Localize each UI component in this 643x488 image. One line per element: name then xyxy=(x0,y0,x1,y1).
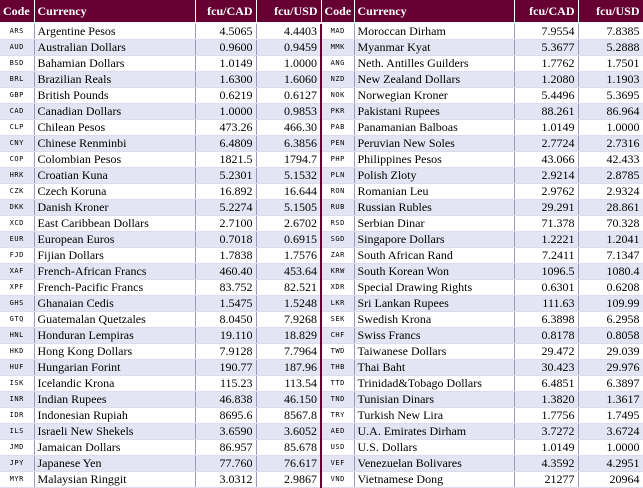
currency-name: Hungarian Forint xyxy=(34,360,195,376)
currency-name: Sri Lankan Rupees xyxy=(354,296,514,312)
table-row xyxy=(0,376,643,392)
rate-fcu-usd: 2.7316 xyxy=(578,136,643,152)
rate-fcu-usd: 2.8785 xyxy=(578,168,643,184)
currency-name: Vietnamese Dong xyxy=(354,472,514,488)
rate-fcu-cad: 6.4851 xyxy=(514,376,578,392)
currency-name: Norwegian Kroner xyxy=(354,88,514,104)
rate-fcu-cad: 16.892 xyxy=(195,184,256,200)
rate-fcu-cad: 460.40 xyxy=(195,264,256,280)
rate-fcu-usd: 2.9867 xyxy=(256,472,321,488)
table-row xyxy=(0,248,643,264)
table-row xyxy=(0,136,643,152)
currency-code: USD xyxy=(321,440,354,456)
table-row xyxy=(0,456,643,472)
table-row xyxy=(0,328,643,344)
rate-fcu-cad: 29.472 xyxy=(514,344,578,360)
rate-fcu-cad: 0.7018 xyxy=(195,232,256,248)
table-row xyxy=(0,152,643,168)
rate-fcu-cad: 0.6219 xyxy=(195,88,256,104)
currency-code: AUD xyxy=(0,40,34,56)
rate-fcu-cad: 0.6301 xyxy=(514,280,578,296)
rate-fcu-cad: 111.63 xyxy=(514,296,578,312)
rate-fcu-cad: 1096.5 xyxy=(514,264,578,280)
table-row xyxy=(0,40,643,56)
currency-name: Special Drawing Rights xyxy=(354,280,514,296)
rate-fcu-usd: 18.829 xyxy=(256,328,321,344)
table-row xyxy=(0,168,643,184)
rate-fcu-usd: 0.9459 xyxy=(256,40,321,56)
table-row xyxy=(0,72,643,88)
rate-fcu-usd: 1.3617 xyxy=(578,392,643,408)
currency-code: LKR xyxy=(321,296,354,312)
rate-fcu-usd: 82.521 xyxy=(256,280,321,296)
table-row xyxy=(0,264,643,280)
currency-name: New Zealand Dollars xyxy=(354,72,514,88)
currency-code: BSD xyxy=(0,56,34,72)
currency-code: GHS xyxy=(0,296,34,312)
rate-fcu-usd: 113.54 xyxy=(256,376,321,392)
rate-fcu-cad: 29.291 xyxy=(514,200,578,216)
table-row xyxy=(0,120,643,136)
table-row xyxy=(0,23,643,40)
currency-name: Pakistani Rupees xyxy=(354,104,514,120)
rate-fcu-cad: 86.957 xyxy=(195,440,256,456)
rate-fcu-usd: 46.150 xyxy=(256,392,321,408)
rate-fcu-usd: 7.1347 xyxy=(578,248,643,264)
currency-code: IDR xyxy=(0,408,34,424)
currency-code: VND xyxy=(321,472,354,488)
rate-fcu-cad: 115.23 xyxy=(195,376,256,392)
currency-code: CLP xyxy=(0,120,34,136)
header-currency: Currency xyxy=(354,0,514,23)
rate-fcu-usd: 1.5248 xyxy=(256,296,321,312)
table-row xyxy=(0,200,643,216)
currency-code: ISK xyxy=(0,376,34,392)
currency-name: French-Pacific Francs xyxy=(34,280,195,296)
rate-fcu-cad: 5.3677 xyxy=(514,40,578,56)
rate-fcu-cad: 1.2080 xyxy=(514,72,578,88)
rate-fcu-cad: 21277 xyxy=(514,472,578,488)
rate-fcu-cad: 1.2221 xyxy=(514,232,578,248)
rate-fcu-usd: 1.2041 xyxy=(578,232,643,248)
table-row xyxy=(0,344,643,360)
rate-fcu-usd: 3.6052 xyxy=(256,424,321,440)
currency-code: XCD xyxy=(0,216,34,232)
rate-fcu-cad: 43.066 xyxy=(514,152,578,168)
rate-fcu-usd: 7.8385 xyxy=(578,23,643,40)
currency-code: BRL xyxy=(0,72,34,88)
currency-name: Serbian Dinar xyxy=(354,216,514,232)
table-row xyxy=(0,360,643,376)
currency-name: Myanmar Kyat xyxy=(354,40,514,56)
rate-fcu-cad: 1.0149 xyxy=(514,440,578,456)
currency-code: MAD xyxy=(321,23,354,40)
rate-fcu-usd: 76.617 xyxy=(256,456,321,472)
rate-fcu-usd: 6.2958 xyxy=(578,312,643,328)
currency-code: GBP xyxy=(0,88,34,104)
rate-fcu-cad: 88.261 xyxy=(514,104,578,120)
rate-fcu-cad: 1.0149 xyxy=(195,56,256,72)
currency-name: Ghanaian Cedis xyxy=(34,296,195,312)
currency-code: KRW xyxy=(321,264,354,280)
currency-code: VEF xyxy=(321,456,354,472)
rate-fcu-cad: 3.0312 xyxy=(195,472,256,488)
currency-name: Swedish Krona xyxy=(354,312,514,328)
rate-fcu-cad: 6.4809 xyxy=(195,136,256,152)
rate-fcu-usd: 0.6127 xyxy=(256,88,321,104)
table-row xyxy=(0,216,643,232)
rate-fcu-cad: 7.9128 xyxy=(195,344,256,360)
currency-code: PAB xyxy=(321,120,354,136)
currency-name: Chinese Renminbi xyxy=(34,136,195,152)
table-header-row xyxy=(0,0,643,23)
currency-code: RON xyxy=(321,184,354,200)
rate-fcu-cad: 8695.6 xyxy=(195,408,256,424)
rate-fcu-usd: 7.7964 xyxy=(256,344,321,360)
rate-fcu-usd: 1.6060 xyxy=(256,72,321,88)
currency-code: ILS xyxy=(0,424,34,440)
rate-fcu-cad: 1.7756 xyxy=(514,408,578,424)
currency-code: GTQ xyxy=(0,312,34,328)
rate-fcu-cad: 3.7272 xyxy=(514,424,578,440)
currency-name: Romanian Leu xyxy=(354,184,514,200)
currency-name: Jamaican Dollars xyxy=(34,440,195,456)
rate-fcu-usd: 4.2951 xyxy=(578,456,643,472)
currency-name: Danish Kroner xyxy=(34,200,195,216)
table-row xyxy=(0,184,643,200)
currency-name: Neth. Antilles Guilders xyxy=(354,56,514,72)
table-body xyxy=(0,23,643,488)
rate-fcu-usd: 1.0000 xyxy=(578,440,643,456)
currency-name: Venezuelan Bolivares xyxy=(354,456,514,472)
rate-fcu-usd: 187.96 xyxy=(256,360,321,376)
currency-code: DKK xyxy=(0,200,34,216)
table-row xyxy=(0,312,643,328)
currency-name: British Pounds xyxy=(34,88,195,104)
currency-name: Honduran Lempiras xyxy=(34,328,195,344)
rate-fcu-cad: 473.26 xyxy=(195,120,256,136)
rate-fcu-cad: 2.7724 xyxy=(514,136,578,152)
currency-name: Croatian Kuna xyxy=(34,168,195,184)
currency-code: PLN xyxy=(321,168,354,184)
currency-name: Guatemalan Quetzales xyxy=(34,312,195,328)
header-fcu-cad: fcu/CAD xyxy=(195,0,256,23)
currency-name: Bahamian Dollars xyxy=(34,56,195,72)
table-row xyxy=(0,232,643,248)
currency-name: Moroccan Dirham xyxy=(354,23,514,40)
currency-code: SEK xyxy=(321,312,354,328)
currency-name: Argentine Pesos xyxy=(34,23,195,40)
rate-fcu-usd: 5.1532 xyxy=(256,168,321,184)
currency-name: Brazilian Reals xyxy=(34,72,195,88)
currency-code: TTD xyxy=(321,376,354,392)
rate-fcu-cad: 19.110 xyxy=(195,328,256,344)
currency-name: U.S. Dollars xyxy=(354,440,514,456)
currency-code: FJD xyxy=(0,248,34,264)
currency-name: French-African Francs xyxy=(34,264,195,280)
rate-fcu-cad: 71.378 xyxy=(514,216,578,232)
table-row xyxy=(0,408,643,424)
rate-fcu-usd: 1080.4 xyxy=(578,264,643,280)
rate-fcu-usd: 85.678 xyxy=(256,440,321,456)
currency-code: ZAR xyxy=(321,248,354,264)
currency-name: Indonesian Rupiah xyxy=(34,408,195,424)
currency-code: CHF xyxy=(321,328,354,344)
rate-fcu-usd: 29.976 xyxy=(578,360,643,376)
rate-fcu-cad: 0.9600 xyxy=(195,40,256,56)
rate-fcu-usd: 1794.7 xyxy=(256,152,321,168)
currency-name: Polish Zloty xyxy=(354,168,514,184)
header-code: Code xyxy=(321,0,354,23)
currency-name: Israeli New Shekels xyxy=(34,424,195,440)
currency-code: ARS xyxy=(0,23,34,40)
currency-name: Czech Koruna xyxy=(34,184,195,200)
currency-name: Singapore Dollars xyxy=(354,232,514,248)
currency-name: Panamanian Balboas xyxy=(354,120,514,136)
currency-code: RUB xyxy=(321,200,354,216)
currency-code: TND xyxy=(321,392,354,408)
currency-code: JPY xyxy=(0,456,34,472)
currency-name: Malaysian Ringgit xyxy=(34,472,195,488)
rate-fcu-cad: 7.9554 xyxy=(514,23,578,40)
currency-code: HUF xyxy=(0,360,34,376)
currency-code: HNL xyxy=(0,328,34,344)
currency-name: Thai Baht xyxy=(354,360,514,376)
rate-fcu-usd: 4.4403 xyxy=(256,23,321,40)
rate-fcu-cad: 0.8178 xyxy=(514,328,578,344)
currency-name: Philippines Pesos xyxy=(354,152,514,168)
rate-fcu-usd: 0.6915 xyxy=(256,232,321,248)
currency-name: Colombian Pesos xyxy=(34,152,195,168)
currency-name: Trinidad&Tobago Dollars xyxy=(354,376,514,392)
table-row xyxy=(0,104,643,120)
rate-fcu-cad: 1.7762 xyxy=(514,56,578,72)
rate-fcu-usd: 1.7501 xyxy=(578,56,643,72)
rate-fcu-cad: 2.7100 xyxy=(195,216,256,232)
rate-fcu-cad: 3.6590 xyxy=(195,424,256,440)
rate-fcu-usd: 0.9853 xyxy=(256,104,321,120)
rate-fcu-cad: 7.2411 xyxy=(514,248,578,264)
rate-fcu-usd: 1.7495 xyxy=(578,408,643,424)
currency-name: Peruvian New Soles xyxy=(354,136,514,152)
rate-fcu-cad: 4.5065 xyxy=(195,23,256,40)
currency-code: XPF xyxy=(0,280,34,296)
header-fcu-usd: fcu/USD xyxy=(256,0,321,23)
currency-code: MMK xyxy=(321,40,354,56)
currency-code: AED xyxy=(321,424,354,440)
rate-fcu-cad: 30.423 xyxy=(514,360,578,376)
header-fcu-usd: fcu/USD xyxy=(578,0,643,23)
currency-name: Tunisian Dinars xyxy=(354,392,514,408)
rate-fcu-usd: 29.039 xyxy=(578,344,643,360)
currency-code: XDR xyxy=(321,280,354,296)
rate-fcu-cad: 1821.5 xyxy=(195,152,256,168)
currency-code: PEN xyxy=(321,136,354,152)
currency-name: Indian Rupees xyxy=(34,392,195,408)
header-code: Code xyxy=(0,0,34,23)
currency-name: South Korean Won xyxy=(354,264,514,280)
table-row xyxy=(0,392,643,408)
currency-name: Japanese Yen xyxy=(34,456,195,472)
currency-code: NOK xyxy=(321,88,354,104)
currency-name: Chilean Pesos xyxy=(34,120,195,136)
rate-fcu-cad: 2.9762 xyxy=(514,184,578,200)
rate-fcu-cad: 5.2301 xyxy=(195,168,256,184)
rate-fcu-cad: 83.752 xyxy=(195,280,256,296)
currency-code: XAF xyxy=(0,264,34,280)
rate-fcu-usd: 16.644 xyxy=(256,184,321,200)
currency-name: South African Rand xyxy=(354,248,514,264)
currency-name: European Euros xyxy=(34,232,195,248)
currency-code: TWD xyxy=(321,344,354,360)
rate-fcu-cad: 1.5475 xyxy=(195,296,256,312)
rate-fcu-cad: 2.9214 xyxy=(514,168,578,184)
rate-fcu-usd: 6.3856 xyxy=(256,136,321,152)
rate-fcu-cad: 1.0149 xyxy=(514,120,578,136)
rate-fcu-usd: 5.1505 xyxy=(256,200,321,216)
currency-code: PHP xyxy=(321,152,354,168)
rate-fcu-usd: 20964 xyxy=(578,472,643,488)
currency-name: Turkish New Lira xyxy=(354,408,514,424)
currency-name: Icelandic Krona xyxy=(34,376,195,392)
rate-fcu-usd: 1.7576 xyxy=(256,248,321,264)
rate-fcu-usd: 6.3897 xyxy=(578,376,643,392)
rate-fcu-usd: 0.6208 xyxy=(578,280,643,296)
rate-fcu-cad: 4.3592 xyxy=(514,456,578,472)
currency-name: East Caribbean Dollars xyxy=(34,216,195,232)
currency-code: ANG xyxy=(321,56,354,72)
table-row xyxy=(0,56,643,72)
currency-code: INR xyxy=(0,392,34,408)
currency-code: COP xyxy=(0,152,34,168)
currency-code: NZD xyxy=(321,72,354,88)
rate-fcu-usd: 2.9324 xyxy=(578,184,643,200)
rate-fcu-cad: 6.3898 xyxy=(514,312,578,328)
rate-fcu-cad: 1.0000 xyxy=(195,104,256,120)
table-row xyxy=(0,88,643,104)
currency-code: SGD xyxy=(321,232,354,248)
table-row xyxy=(0,440,643,456)
currency-name: Hong Kong Dollars xyxy=(34,344,195,360)
rate-fcu-usd: 1.0000 xyxy=(256,56,321,72)
currency-code: HKD xyxy=(0,344,34,360)
rate-fcu-usd: 1.1903 xyxy=(578,72,643,88)
header-fcu-cad: fcu/CAD xyxy=(514,0,578,23)
currency-code: TRY xyxy=(321,408,354,424)
rate-fcu-usd: 453.64 xyxy=(256,264,321,280)
currency-name: Fijian Dollars xyxy=(34,248,195,264)
currency-code: THB xyxy=(321,360,354,376)
rate-fcu-usd: 5.3695 xyxy=(578,88,643,104)
table-row xyxy=(0,280,643,296)
rate-fcu-usd: 109.99 xyxy=(578,296,643,312)
rate-fcu-usd: 1.0000 xyxy=(578,120,643,136)
currency-name: Russian Rubles xyxy=(354,200,514,216)
table-row xyxy=(0,296,643,312)
currency-code: RSD xyxy=(321,216,354,232)
rate-fcu-usd: 28.861 xyxy=(578,200,643,216)
rate-fcu-cad: 5.2274 xyxy=(195,200,256,216)
currency-name: U.A. Emirates Dirham xyxy=(354,424,514,440)
rate-fcu-usd: 70.328 xyxy=(578,216,643,232)
currency-code: JMD xyxy=(0,440,34,456)
currency-code: PKR xyxy=(321,104,354,120)
rate-fcu-usd: 5.2888 xyxy=(578,40,643,56)
rate-fcu-usd: 8567.8 xyxy=(256,408,321,424)
rate-fcu-usd: 466.30 xyxy=(256,120,321,136)
table-row xyxy=(0,424,643,440)
currency-name: Swiss Francs xyxy=(354,328,514,344)
rate-fcu-usd: 3.6724 xyxy=(578,424,643,440)
currency-code: MYR xyxy=(0,472,34,488)
rate-fcu-cad: 1.3820 xyxy=(514,392,578,408)
rate-fcu-cad: 1.6300 xyxy=(195,72,256,88)
rate-fcu-usd: 2.6702 xyxy=(256,216,321,232)
currency-code: HRK xyxy=(0,168,34,184)
currency-name: Canadian Dollars xyxy=(34,104,195,120)
table-row xyxy=(0,472,643,488)
currency-name: Taiwanese Dollars xyxy=(354,344,514,360)
rate-fcu-cad: 46.838 xyxy=(195,392,256,408)
rate-fcu-cad: 8.0450 xyxy=(195,312,256,328)
currency-code: EUR xyxy=(0,232,34,248)
rate-fcu-cad: 1.7838 xyxy=(195,248,256,264)
rate-fcu-usd: 86.964 xyxy=(578,104,643,120)
rate-fcu-usd: 42.433 xyxy=(578,152,643,168)
currency-code: CZK xyxy=(0,184,34,200)
rate-fcu-cad: 77.760 xyxy=(195,456,256,472)
currency-name: Australian Dollars xyxy=(34,40,195,56)
currency-code: CNY xyxy=(0,136,34,152)
header-currency: Currency xyxy=(34,0,195,23)
currency-code: CAD xyxy=(0,104,34,120)
rate-fcu-cad: 190.77 xyxy=(195,360,256,376)
rate-fcu-cad: 5.4496 xyxy=(514,88,578,104)
rate-fcu-usd: 0.8058 xyxy=(578,328,643,344)
rate-fcu-usd: 7.9268 xyxy=(256,312,321,328)
